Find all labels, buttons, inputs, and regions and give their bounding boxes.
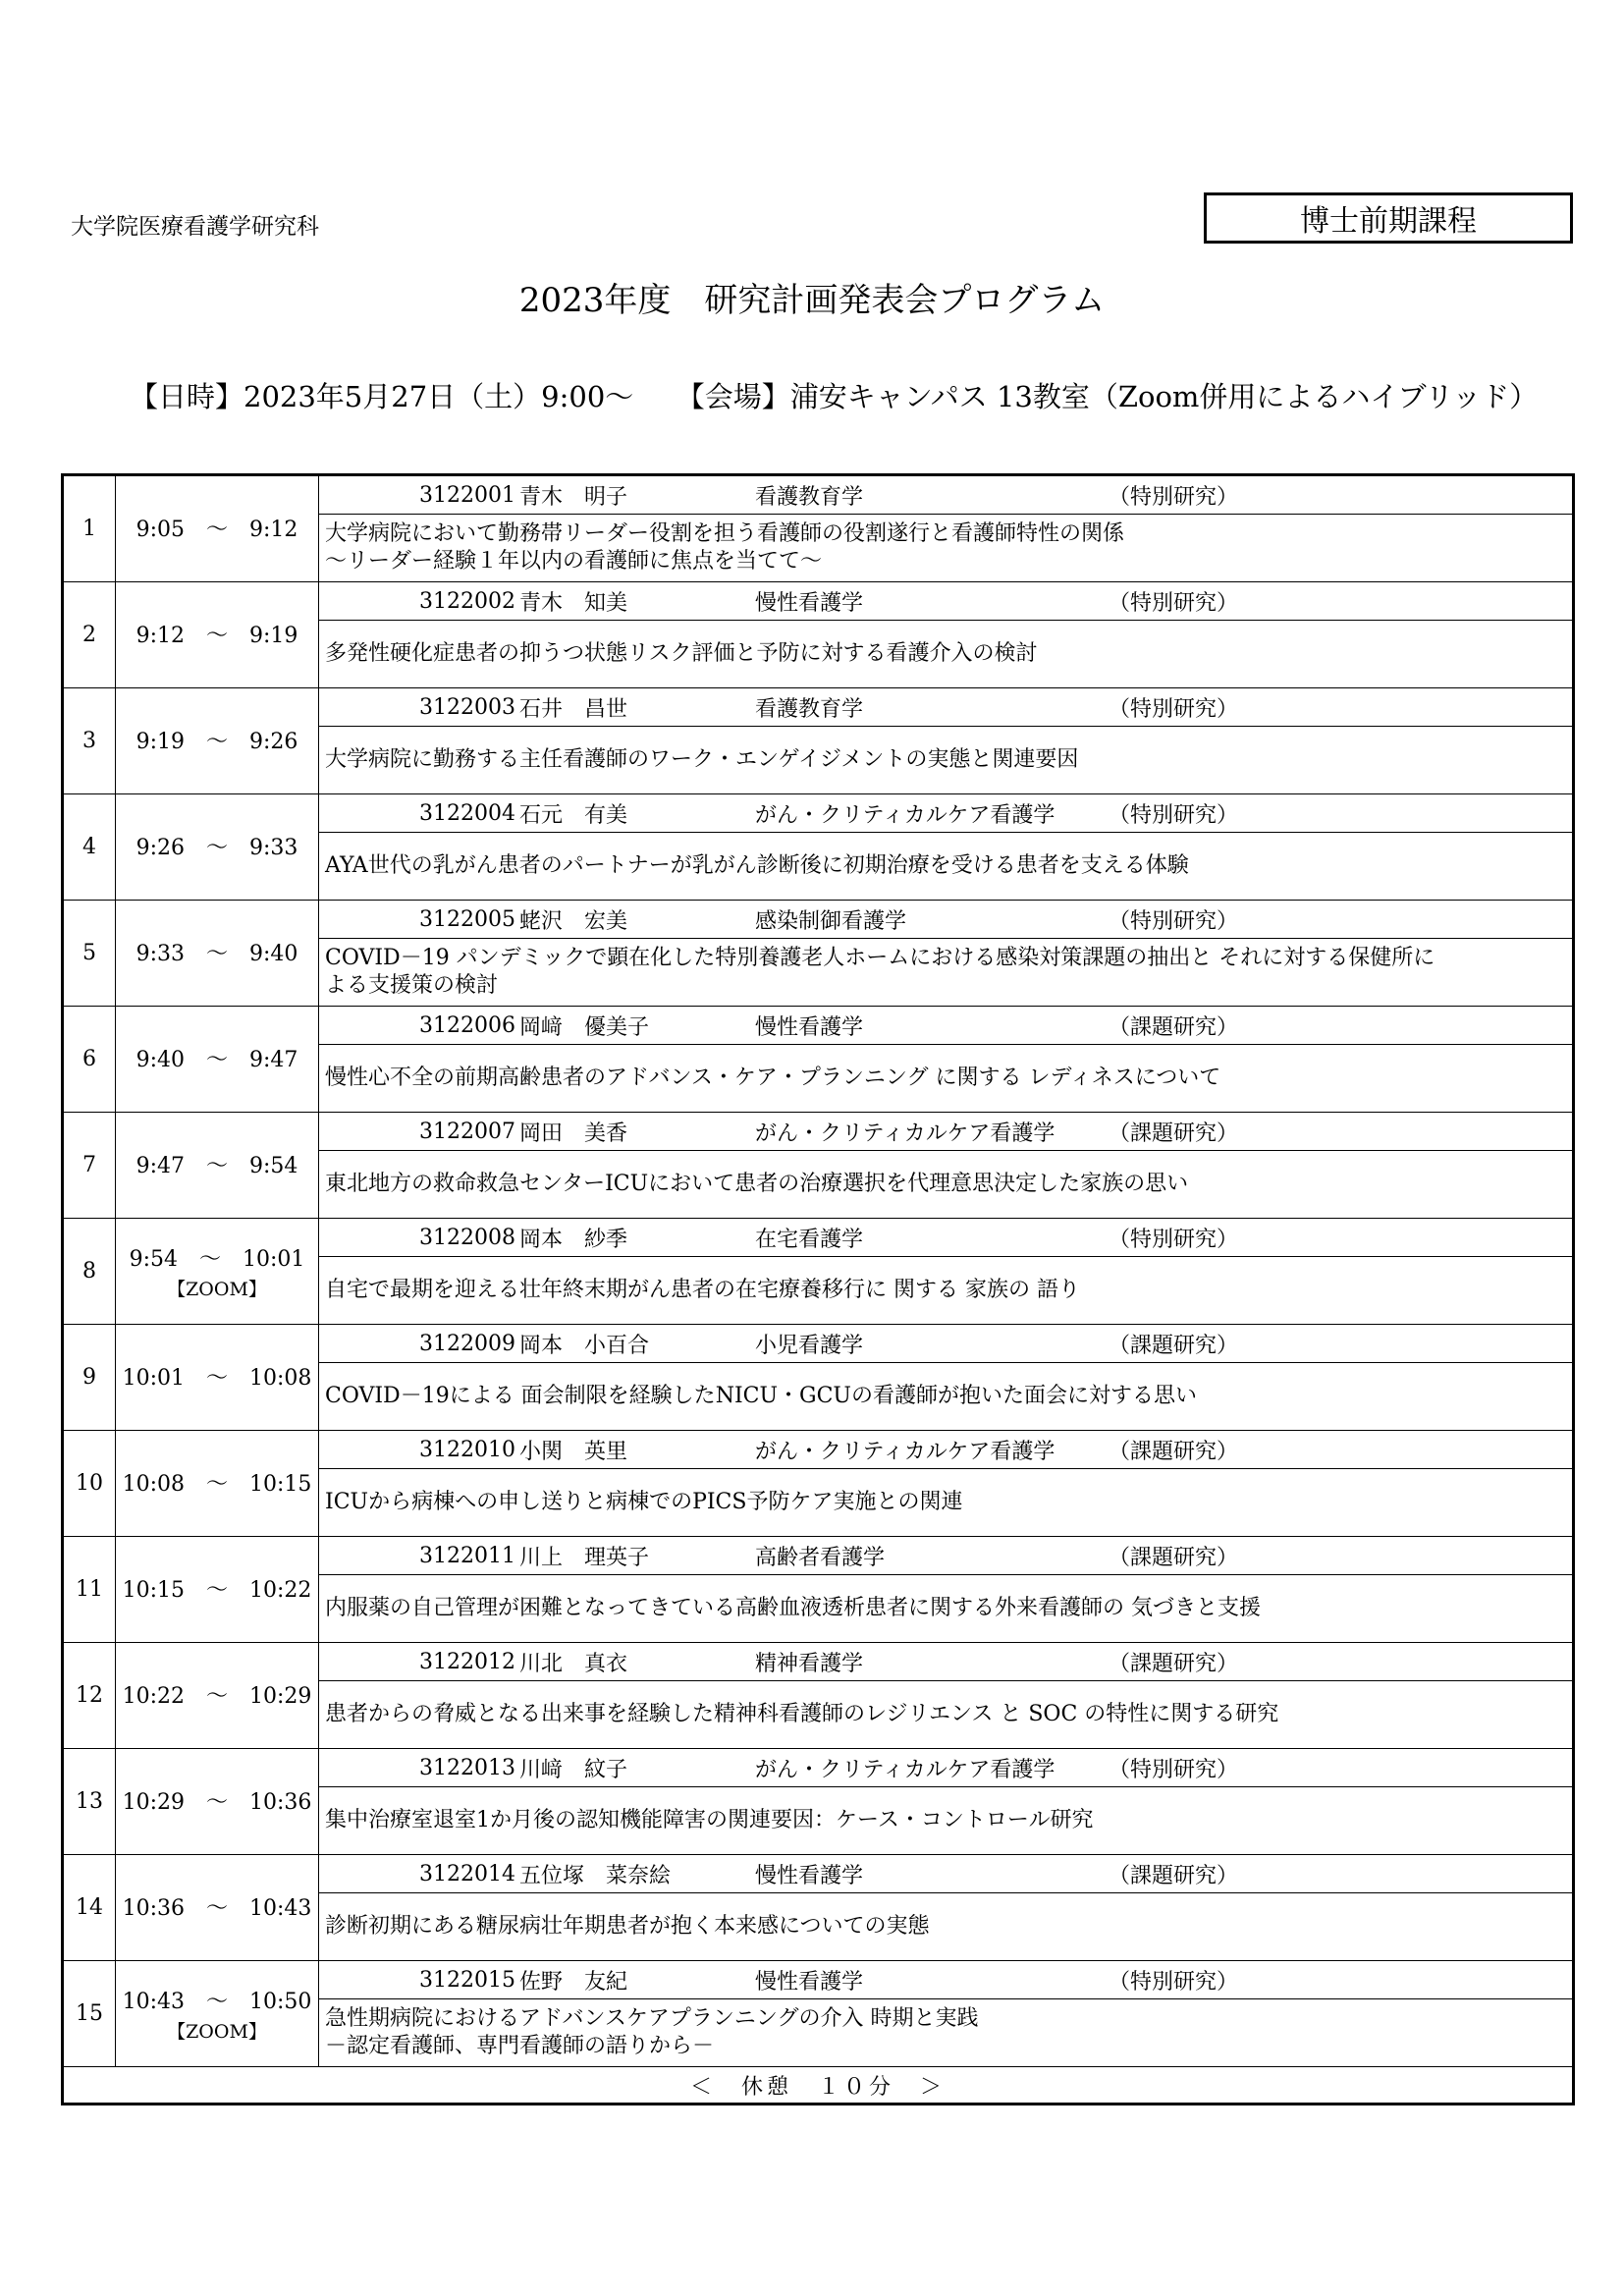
row-number: 1 xyxy=(63,475,116,582)
topic-line-1: AYA世代の乳がん患者のパートナーが乳がん診断後に初期治療を受ける患者を支える体験 xyxy=(325,853,1189,878)
time-range: 9:12 ～ 9:19 xyxy=(135,624,298,648)
time-range: 10:36 ～ 10:43 xyxy=(122,1896,312,1921)
row-number: 13 xyxy=(63,1749,116,1855)
presenter-name: 五位塚 菜奈絵 xyxy=(519,1863,672,1888)
research-field: がん・クリティカルケア看護学 xyxy=(755,1757,1056,1782)
time-slot xyxy=(116,1855,319,1961)
research-topic xyxy=(319,1045,1574,1113)
presenter-info xyxy=(319,1537,1574,1575)
research-type: （特別研究） xyxy=(1109,590,1239,616)
student-id: 3122012 xyxy=(419,1649,515,1674)
time-range: 9:33 ～ 9:40 xyxy=(135,942,298,966)
research-type: （特別研究） xyxy=(1109,802,1239,828)
research-field: がん・クリティカルケア看護学 xyxy=(755,1439,1056,1464)
student-id: 3122010 xyxy=(419,1437,515,1462)
research-type: （特別研究） xyxy=(1109,1969,1239,1995)
topic-line-2: ～リーダー経験１年以内の看護師に焦点を当てて～ xyxy=(325,549,823,574)
time-range: 10:15 ～ 10:22 xyxy=(122,1578,312,1603)
student-id: 3122013 xyxy=(419,1755,515,1780)
research-topic xyxy=(319,621,1574,688)
presenter-info xyxy=(319,794,1574,833)
time-slot xyxy=(116,1325,319,1431)
row-number: 14 xyxy=(63,1855,116,1961)
student-id: 3122014 xyxy=(419,1861,515,1886)
presenter-info xyxy=(319,475,1574,515)
research-topic xyxy=(319,1257,1574,1325)
time-slot xyxy=(116,901,319,1007)
research-field: 慢性看護学 xyxy=(755,590,864,616)
research-field: 看護教育学 xyxy=(755,484,864,510)
student-id: 3122001 xyxy=(419,482,515,508)
topic-line-1: 内服薬の自己管理が困難となってきている高齢血液透析患者に関する外来看護師の 気づきと支援 xyxy=(325,1596,1261,1620)
time-slot xyxy=(116,794,319,901)
presenter-info xyxy=(319,688,1574,727)
time-range: 10:01 ～ 10:08 xyxy=(122,1366,312,1391)
research-topic xyxy=(319,1575,1574,1643)
presenter-name: 岡田 美香 xyxy=(519,1121,628,1146)
time-range: 9:54 ～ 10:01 xyxy=(129,1246,305,1272)
research-type: （特別研究） xyxy=(1109,908,1239,934)
time-range: 9:47 ～ 9:54 xyxy=(135,1154,298,1178)
research-field: 感染制御看護学 xyxy=(755,908,907,934)
time-slot xyxy=(116,475,319,582)
research-type: （特別研究） xyxy=(1109,696,1239,722)
row-number: 12 xyxy=(63,1643,116,1749)
time-slot xyxy=(116,1643,319,1749)
research-topic xyxy=(319,1151,1574,1219)
presenter-name: 青木 知美 xyxy=(519,590,628,616)
topic-line-1: 多発性硬化症患者の抑うつ状態リスク評価と予防に対する看護介入の検討 xyxy=(325,641,1038,666)
row-number: 9 xyxy=(63,1325,116,1431)
research-field: 看護教育学 xyxy=(755,696,864,722)
topic-line-1: 診断初期にある糖尿病壮年期患者が抱く本来感についての実態 xyxy=(325,1914,930,1939)
presenter-info xyxy=(319,1219,1574,1257)
research-type: （課題研究） xyxy=(1109,1863,1239,1888)
time-slot xyxy=(116,1431,319,1537)
row-number: 2 xyxy=(63,582,116,688)
presenter-name: 川北 真衣 xyxy=(519,1651,628,1676)
presenter-name: 石元 有美 xyxy=(519,802,628,828)
presentation-row xyxy=(63,1855,1574,1893)
row-number: 3 xyxy=(63,688,116,794)
time-slot xyxy=(116,1749,319,1855)
presenter-info xyxy=(319,1007,1574,1045)
presenter-name: 青木 明子 xyxy=(519,484,628,510)
presenter-name: 川﨑 紋子 xyxy=(519,1757,628,1782)
student-id: 3122005 xyxy=(419,906,515,932)
presentation-row xyxy=(63,1749,1574,1787)
time-range: 10:43 ～ 10:50 xyxy=(122,1989,312,2014)
zoom-tag: 【ZOOM】 xyxy=(167,1278,267,1300)
presenter-info xyxy=(319,1113,1574,1151)
row-number: 8 xyxy=(63,1219,116,1325)
research-topic xyxy=(319,1681,1574,1749)
research-type: （特別研究） xyxy=(1109,484,1239,510)
research-field: 慢性看護学 xyxy=(755,1014,864,1040)
student-id: 3122004 xyxy=(419,800,515,826)
time-slot xyxy=(116,1219,319,1325)
presenter-name: 佐野 友紀 xyxy=(519,1969,628,1995)
topic-line-2: －認定看護師、専門看護師の語りから－ xyxy=(325,2034,715,2058)
presentation-row xyxy=(63,1431,1574,1469)
time-slot xyxy=(116,688,319,794)
program-table xyxy=(61,473,1575,2105)
research-topic xyxy=(319,939,1574,1007)
presenter-name: 岡本 紗季 xyxy=(519,1227,628,1252)
research-field: 在宅看護学 xyxy=(755,1227,864,1252)
time-slot xyxy=(116,1961,319,2067)
presentation-row xyxy=(63,1219,1574,1257)
presenter-info xyxy=(319,901,1574,939)
student-id: 3122011 xyxy=(419,1543,515,1568)
presenter-info xyxy=(319,1749,1574,1787)
time-range: 9:05 ～ 9:12 xyxy=(135,518,298,542)
presenter-info xyxy=(319,1643,1574,1681)
presenter-name: 小関 英里 xyxy=(519,1439,628,1464)
research-topic xyxy=(319,1999,1574,2067)
time-slot xyxy=(116,1007,319,1113)
presentation-row xyxy=(63,1643,1574,1681)
research-type: （課題研究） xyxy=(1109,1439,1239,1464)
research-topic xyxy=(319,727,1574,794)
row-number: 10 xyxy=(63,1431,116,1537)
presenter-name: 岡﨑 優美子 xyxy=(519,1014,650,1040)
student-id: 3122007 xyxy=(419,1119,515,1144)
presenter-name: 蛯沢 宏美 xyxy=(519,908,628,934)
presentation-row xyxy=(63,1113,1574,1151)
topic-line-1: 大学病院に勤務する主任看護師のワーク・エンゲイジメントの実態と関連要因 xyxy=(325,747,1079,772)
research-type: （課題研究） xyxy=(1109,1651,1239,1676)
research-topic xyxy=(319,1469,1574,1537)
row-number: 7 xyxy=(63,1113,116,1219)
row-number: 15 xyxy=(63,1961,116,2067)
time-range: 10:29 ～ 10:36 xyxy=(122,1790,312,1815)
student-id: 3122009 xyxy=(419,1331,515,1356)
row-number: 6 xyxy=(63,1007,116,1113)
time-slot xyxy=(116,582,319,688)
row-number: 4 xyxy=(63,794,116,901)
research-field: 慢性看護学 xyxy=(755,1863,864,1888)
topic-line-1: 患者からの脅威となる出来事を経験した精神科看護師のレジリエンス と SOC の特性に関する研究 xyxy=(325,1702,1279,1726)
topic-line-2: よる支援策の検討 xyxy=(325,973,499,998)
presenter-name: 川上 理英子 xyxy=(519,1545,650,1570)
topic-line-1: COVID－19 パンデミックで顕在化した特別養護老人ホームにおける感染対策課題の抽出と それに対する保健所に xyxy=(325,946,1435,970)
topic-line-1: COVID－19による 面会制限を経験したNICU・GCUの看護師が抱いた面会に対する思い xyxy=(325,1384,1197,1408)
page-title: 2023年度 研究計画発表会プログラム xyxy=(518,281,1106,320)
research-type: （課題研究） xyxy=(1109,1333,1239,1358)
student-id: 3122015 xyxy=(419,1967,515,1993)
course-label-box: 博士前期課程 xyxy=(1204,192,1573,244)
topic-line-1: 東北地方の救命救急センターICUにおいて患者の治療選択を代理意思決定した家族の思い xyxy=(325,1172,1189,1196)
research-type: （課題研究） xyxy=(1109,1014,1239,1040)
presenter-info xyxy=(319,1961,1574,1999)
student-id: 3122006 xyxy=(419,1012,515,1038)
presentation-row xyxy=(63,1007,1574,1045)
student-id: 3122003 xyxy=(419,694,515,720)
presenter-name: 石井 昌世 xyxy=(519,696,628,722)
research-field: がん・クリティカルケア看護学 xyxy=(755,1121,1056,1146)
row-number: 11 xyxy=(63,1537,116,1643)
research-topic xyxy=(319,833,1574,901)
topic-line-1: 急性期病院におけるアドバンスケアプランニングの介入 時期と実践 xyxy=(325,2006,979,2031)
time-range: 9:19 ～ 9:26 xyxy=(135,730,298,754)
topic-line-1: 自宅で最期を迎える壮年終末期がん患者の在宅療養移行に 関する 家族の 語り xyxy=(325,1278,1080,1302)
research-type: （課題研究） xyxy=(1109,1545,1239,1570)
research-type: （課題研究） xyxy=(1109,1121,1239,1146)
research-field: がん・クリティカルケア看護学 xyxy=(755,802,1056,828)
time-range: 9:40 ～ 9:47 xyxy=(135,1048,298,1072)
student-id: 3122002 xyxy=(419,588,515,614)
event-info: 【日時】2023年5月27日（土）9:00～ 【会場】浦安キャンパス 13教室（Zoom併用によるハイブリッド） xyxy=(130,380,1539,413)
zoom-tag: 【ZOOM】 xyxy=(167,2020,267,2043)
research-topic xyxy=(319,1363,1574,1431)
research-type: （特別研究） xyxy=(1109,1757,1239,1782)
presenter-info xyxy=(319,1325,1574,1363)
topic-line-1: 慢性心不全の前期高齢患者のアドバンス・ケア・プランニング に関する レディネスについて xyxy=(325,1066,1221,1090)
time-slot xyxy=(116,1537,319,1643)
presenter-info xyxy=(319,1431,1574,1469)
time-range: 10:08 ～ 10:15 xyxy=(122,1472,312,1497)
presentation-row xyxy=(63,794,1574,833)
time-range: 10:22 ～ 10:29 xyxy=(122,1684,312,1709)
presentation-row xyxy=(63,688,1574,727)
topic-line-1: ICUから病棟への申し送りと病棟でのPICS予防ケア実施との関連 xyxy=(325,1490,963,1514)
presentation-row xyxy=(63,1325,1574,1363)
row-number: 5 xyxy=(63,901,116,1007)
break-label: ＜ 休憩 １０分 ＞ xyxy=(63,2067,1574,2105)
research-topic xyxy=(319,515,1574,582)
department-name: 大学院医療看護学研究科 xyxy=(71,214,319,240)
research-field: 精神看護学 xyxy=(755,1651,864,1676)
presentation-row xyxy=(63,1537,1574,1575)
presentation-row xyxy=(63,582,1574,621)
research-field: 慢性看護学 xyxy=(755,1969,864,1995)
topic-line-1: 集中治療室退室1か月後の認知機能障害の関連要因：ケース・コントロール研究 xyxy=(325,1808,1094,1832)
presenter-name: 岡本 小百合 xyxy=(519,1333,650,1358)
presentation-row xyxy=(63,901,1574,939)
time-range: 9:26 ～ 9:33 xyxy=(135,836,298,860)
presentation-row xyxy=(63,1961,1574,1999)
research-type: （特別研究） xyxy=(1109,1227,1239,1252)
presentation-row xyxy=(63,475,1574,515)
research-field: 小児看護学 xyxy=(755,1333,864,1358)
time-slot xyxy=(116,1113,319,1219)
student-id: 3122008 xyxy=(419,1225,515,1250)
presenter-info xyxy=(319,582,1574,621)
research-field: 高齢者看護学 xyxy=(755,1545,886,1570)
research-topic xyxy=(319,1787,1574,1855)
break-row xyxy=(63,2067,1574,2105)
presenter-info xyxy=(319,1855,1574,1893)
topic-line-1: 大学病院において勤務帯リーダー役割を担う看護師の役割遂行と看護師特性の関係 xyxy=(325,521,1125,546)
research-topic xyxy=(319,1893,1574,1961)
